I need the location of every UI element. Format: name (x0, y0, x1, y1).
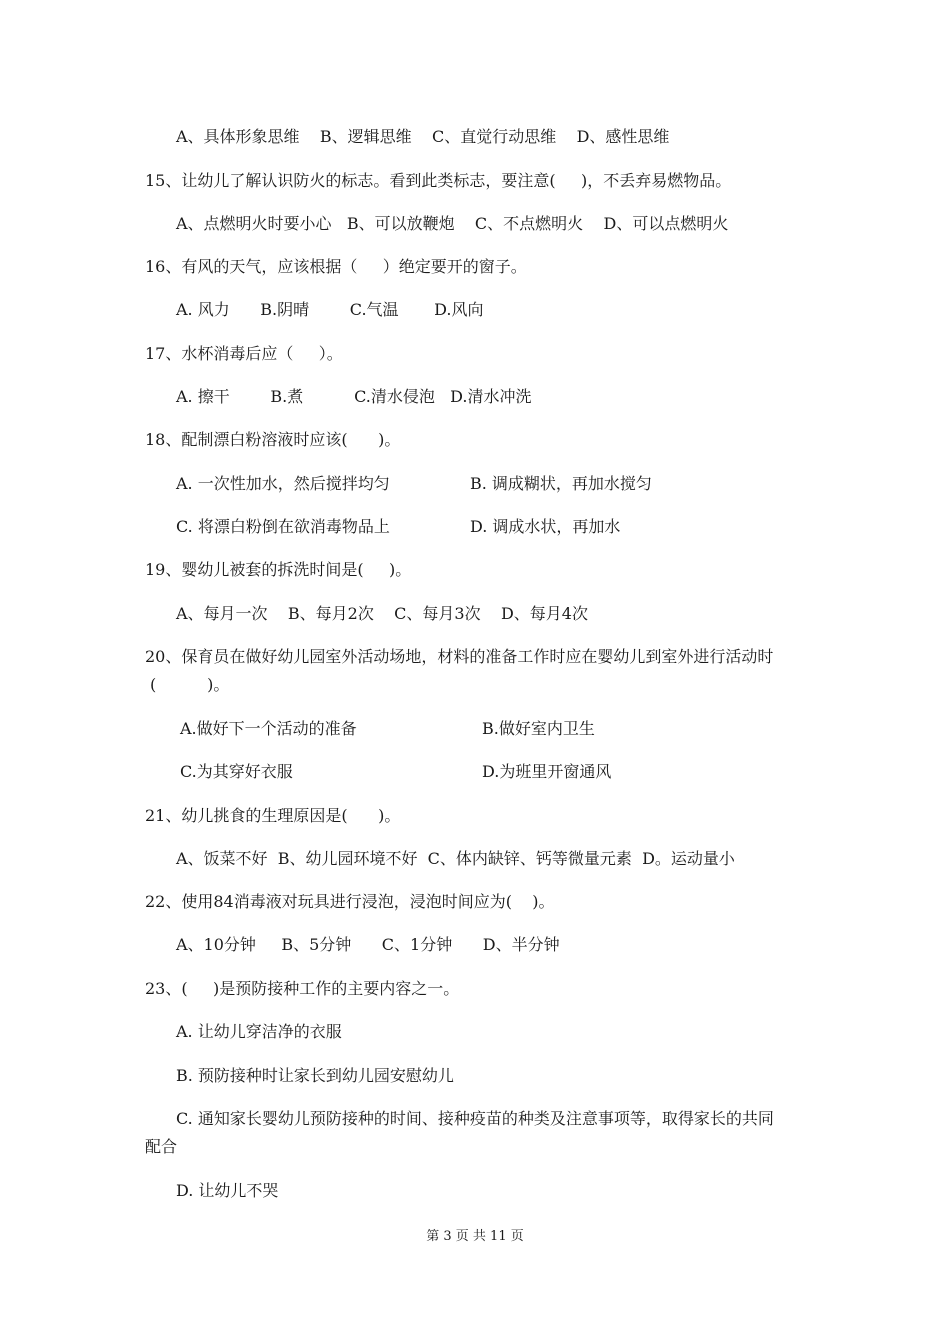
q20-option-d: D.为班里开窗通风 (482, 762, 612, 781)
q14-options: A、具体形象思维 B、逻辑思维 C、直觉行动思维 D、感性思维 (176, 127, 670, 146)
q23-option-b: B. 预防接种时让家长到幼儿园安慰幼儿 (176, 1066, 454, 1085)
q20-question-line1: 20、保育员在做好幼儿园室外活动场地，材料的准备工作时应在婴幼儿到室外进行活动时 (145, 647, 774, 666)
q23-option-c-line1: C. 通知家长婴幼儿预防接种的时间、接种疫苗的种类及注意事项等，取得家长的共同 (176, 1109, 774, 1128)
q18-option-a: A. 一次性加水，然后搅拌均匀 (176, 474, 390, 493)
q20-option-c: C.为其穿好衣服 (180, 762, 293, 781)
q19-question: 19、婴幼儿被套的拆洗时间是( )。 (145, 560, 412, 579)
q16-options: A. 风力 B.阴晴 C.气温 D.风向 (176, 300, 484, 319)
q21-question: 21、幼儿挑食的生理原因是( )。 (145, 806, 401, 825)
q17-options: A. 擦干 B.煮 C.清水侵泡 D.清水冲洗 (176, 387, 532, 406)
q18-option-b: B. 调成糊状，再加水搅匀 (470, 474, 652, 493)
q18-option-d: D. 调成水状，再加水 (470, 517, 621, 536)
q23-question: 23、( )是预防接种工作的主要内容之一。 (145, 979, 460, 998)
q22-question: 22、使用84消毒液对玩具进行浸泡，浸泡时间应为( )。 (145, 892, 555, 911)
q17-question: 17、水杯消毒后应（ ）。 (145, 344, 343, 363)
q15-question: 15、让幼儿了解认识防火的标志。看到此类标志，要注意( )，不丢弃易燃物品。 (145, 171, 732, 190)
q20-option-a: A.做好下一个活动的准备 (180, 719, 357, 738)
page-footer: 第 3 页 共 11 页 (426, 1229, 524, 1244)
q20-question-line2: ( )。 (150, 675, 230, 694)
q23-option-c-line2: 配合 (145, 1137, 178, 1156)
q20-option-b: B.做好室内卫生 (482, 719, 595, 738)
q16-question: 16、有风的天气，应该根据（ ）绝定要开的窗子。 (145, 257, 527, 276)
q23-option-d: D. 让幼儿不哭 (176, 1181, 279, 1200)
q18-option-c: C. 将漂白粉倒在欲消毒物品上 (176, 517, 390, 536)
q18-question: 18、配制漂白粉溶液时应该( )。 (145, 430, 401, 449)
q22-options: A、10分钟 B、5分钟 C、1分钟 D、半分钟 (176, 935, 560, 954)
q21-options: A、饭菜不好 B、幼儿园环境不好 C、体内缺锌、钙等微量元素 D。运动量小 (176, 849, 735, 868)
q23-option-a: A. 让幼儿穿洁净的衣服 (176, 1022, 342, 1041)
q15-options: A、点燃明火时要小心 B、可以放鞭炮 C、不点燃明火 D、可以点燃明火 (176, 214, 729, 233)
q19-options: A、每月一次 B、每月2次 C、每月3次 D、每月4次 (176, 604, 588, 623)
